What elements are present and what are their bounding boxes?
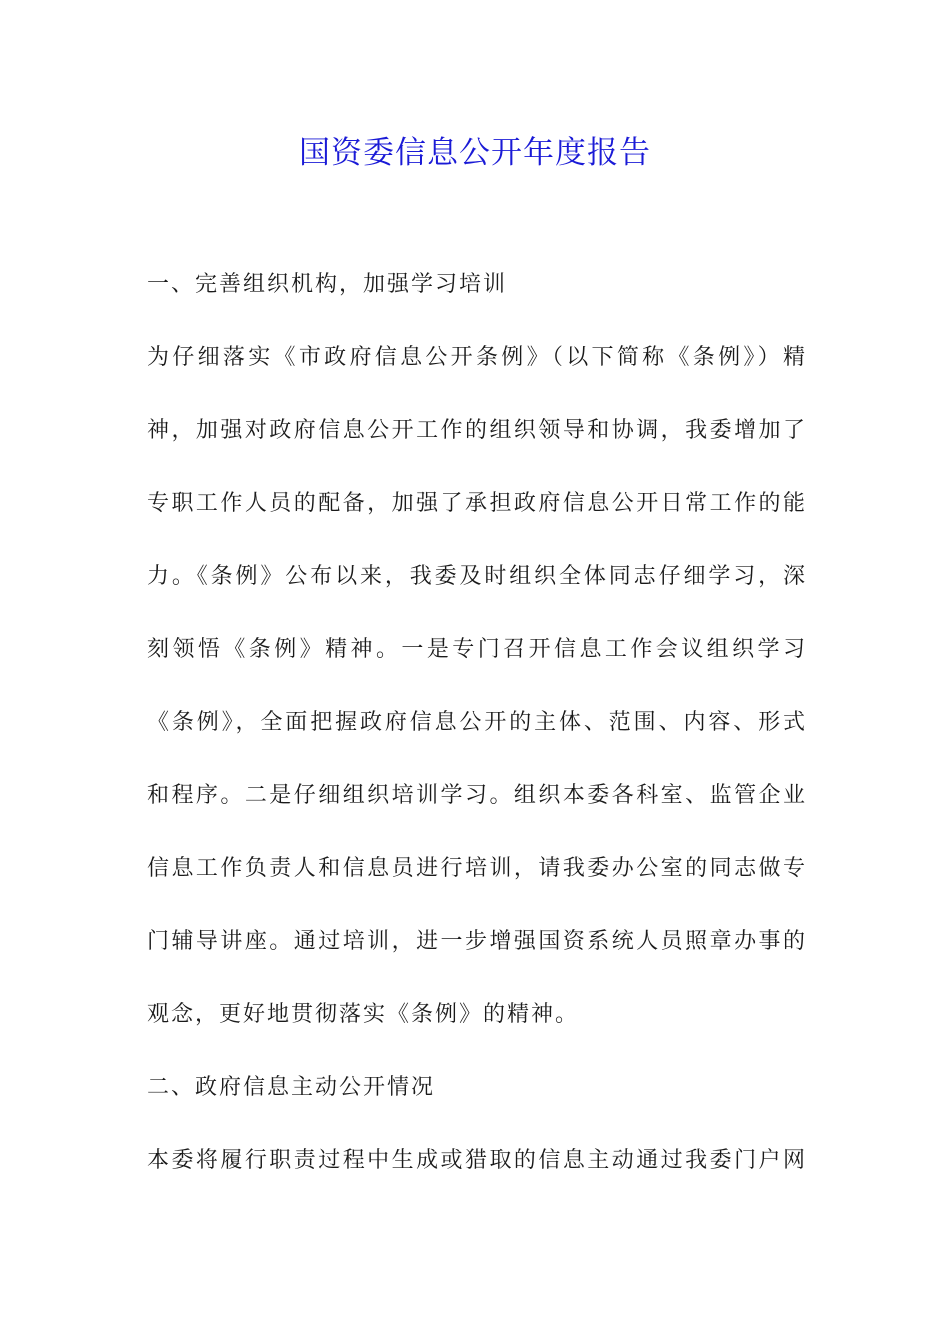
section-heading-2: 二、政府信息主动公开情况 (147, 1075, 436, 1100)
section-heading-1: 一、完善组织机构，加强学习培训 (147, 272, 508, 297)
paragraph-line: 和程序。二是仔细组织培训学习。组织本委各科室、监管企业 (147, 783, 807, 808)
paragraph-line: 力。《条例》公布以来，我委及时组织全体同志仔细学习，深 (147, 564, 807, 589)
paragraph-line: 神，加强对政府信息公开工作的组织领导和协调，我委增加了 (147, 418, 807, 443)
paragraph-line: 刻领悟《条例》精神。一是专门召开信息工作会议组织学习 (147, 637, 807, 662)
document-title: 国资委信息公开年度报告 (299, 135, 651, 171)
paragraph-line: 《条例》，全面把握政府信息公开的主体、范围、内容、形式 (147, 710, 807, 735)
paragraph-line: 信息工作负责人和信息员进行培训，请我委办公室的同志做专 (147, 856, 807, 881)
document-body (147, 262, 807, 1211)
paragraph-line-last: 观念，更好地贯彻落实《条例》的精神。 (147, 1002, 580, 1027)
paragraph-line: 本委将履行职责过程中生成或猎取的信息主动通过我委门户网 (147, 1148, 807, 1173)
paragraph-line: 为仔细落实《市政府信息公开条例》（以下简称《条例》）精 (147, 345, 807, 370)
paragraph-line: 门辅导讲座。通过培训，进一步增强国资系统人员照章办事的 (147, 929, 807, 954)
paragraph-line: 专职工作人员的配备，加强了承担政府信息公开日常工作的能 (147, 491, 807, 516)
